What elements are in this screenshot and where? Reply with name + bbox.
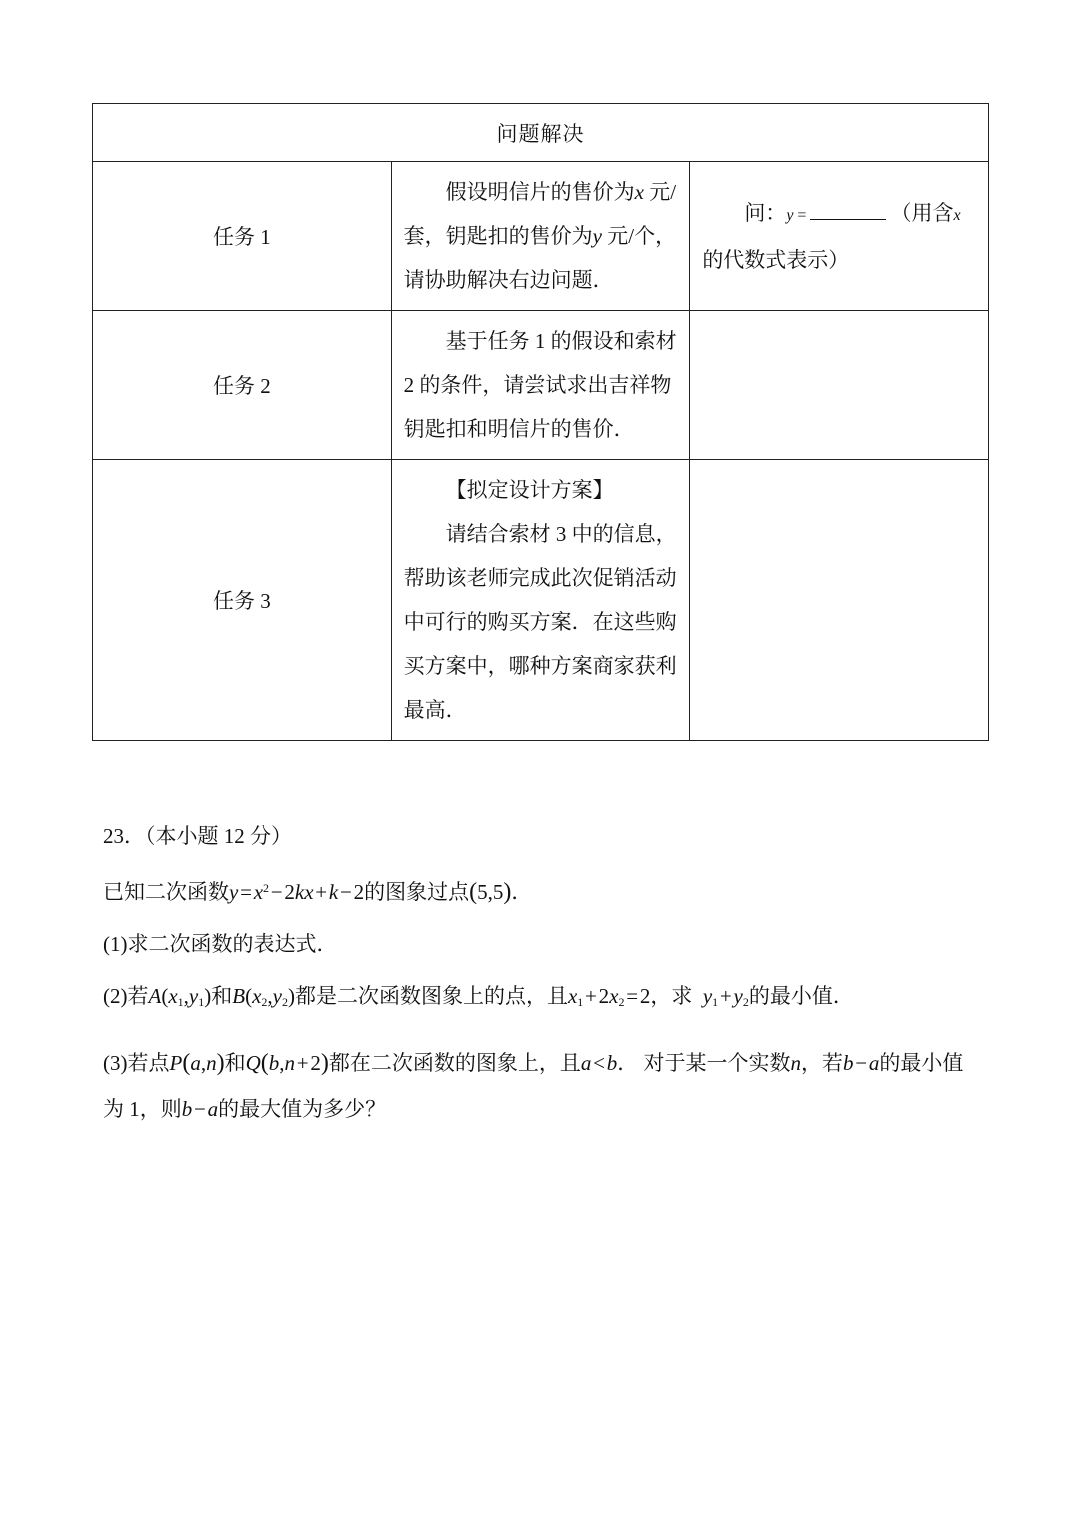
stem-text: 的图象过点 bbox=[364, 880, 470, 904]
desc-text: 元/套，钥匙扣的售价为 bbox=[403, 180, 677, 248]
equals-sign: = bbox=[793, 206, 807, 224]
table-header-row bbox=[93, 104, 989, 162]
stem-text: 已知二次函数 bbox=[103, 880, 229, 904]
problem-stem: 已知二次函数y = $x^2$ − 2kx + k − 2的图象过点(5,5)． bbox=[103, 879, 533, 905]
task-description bbox=[391, 460, 690, 741]
q2-text: 都是二次函数图象上的点，且 bbox=[294, 984, 568, 1008]
var-y: y bbox=[592, 224, 602, 248]
q2-text: ，求 bbox=[650, 984, 693, 1008]
answer-blank[interactable] bbox=[810, 199, 886, 220]
task-label: 任务 2 bbox=[93, 311, 392, 460]
stem-text: ． bbox=[511, 880, 533, 904]
task-label: 任务 3 bbox=[93, 460, 392, 741]
desc-text: 请结合索材 3 中的信息，帮助该老师完成此次促销活动中可行的购买方案．在这些购买方案中，哪种方案商家获利最高． bbox=[403, 522, 677, 722]
table-header: 问题解决 bbox=[93, 104, 989, 162]
problem-title: 23．（本小题 12 分） bbox=[103, 824, 292, 848]
var-x: x bbox=[953, 206, 961, 224]
math-point-a: A bbox=[148, 984, 162, 1008]
q3-text: 都在二次函数的图象上，且 bbox=[328, 1051, 581, 1075]
var-x: x bbox=[634, 180, 644, 204]
q3-text: ． 对于某一个实数 bbox=[617, 1051, 791, 1075]
desc-title: 【拟定设计方案】 bbox=[445, 478, 614, 502]
table-row bbox=[93, 311, 989, 460]
answer-prefix: 问： bbox=[744, 200, 787, 225]
task-answer-empty[interactable] bbox=[690, 460, 989, 741]
math-function: y bbox=[229, 880, 239, 904]
task-answer-empty[interactable] bbox=[690, 311, 989, 460]
task-label: 任务 1 bbox=[93, 162, 392, 311]
table-row bbox=[93, 162, 989, 311]
task-answer bbox=[690, 162, 989, 311]
question-3: (3)若点P(a,n)和Q(b,n + 2)都在二次函数的图象上，且a < b． 对于某一个实数n，若b − a的最小值为 1，则b − a的最大值为多少？ bbox=[103, 1050, 964, 1121]
answer-text: （用含 bbox=[890, 200, 954, 225]
desc-text: 假设明信片的售价为 bbox=[445, 180, 635, 204]
q3-text: ，若 bbox=[800, 1051, 843, 1075]
math-point-b: B bbox=[232, 984, 246, 1008]
table-row bbox=[93, 460, 989, 741]
q3-text: 的最小值为 1，则 bbox=[103, 1051, 964, 1121]
answer-text: 的代数式表示） bbox=[702, 247, 850, 272]
task-table bbox=[92, 103, 989, 741]
q3-text: (3)若点 bbox=[103, 1051, 170, 1075]
question-1: (1)求二次函数的表达式． bbox=[103, 932, 338, 956]
q2-text: 和 bbox=[211, 984, 233, 1008]
q3-text: 的最大值为多少？ bbox=[218, 1097, 387, 1121]
question-2: (2)若$A(x_1,y_1)$和$B(x_2,y_2)$都是二次函数图象上的点，且$x_1$ + $2x_2$ = 2，求 $y_1$ + $y_2$的最小值． bbox=[103, 984, 854, 1009]
desc-text: 元/个，请协助解决右边问题． bbox=[403, 224, 677, 292]
task-description bbox=[391, 311, 690, 460]
q3-text: 和 bbox=[224, 1051, 246, 1075]
desc-text: 基于任务 1 的假设和索材 2 的条件，请尝试求出吉祥物钥匙扣和明信片的售价． bbox=[403, 329, 677, 441]
var-y: y bbox=[786, 206, 794, 224]
q2-text: (2)若 bbox=[103, 984, 149, 1008]
problem-23 bbox=[103, 822, 983, 1147]
q2-text: 的最小值． bbox=[748, 984, 854, 1008]
task-description bbox=[391, 162, 690, 311]
